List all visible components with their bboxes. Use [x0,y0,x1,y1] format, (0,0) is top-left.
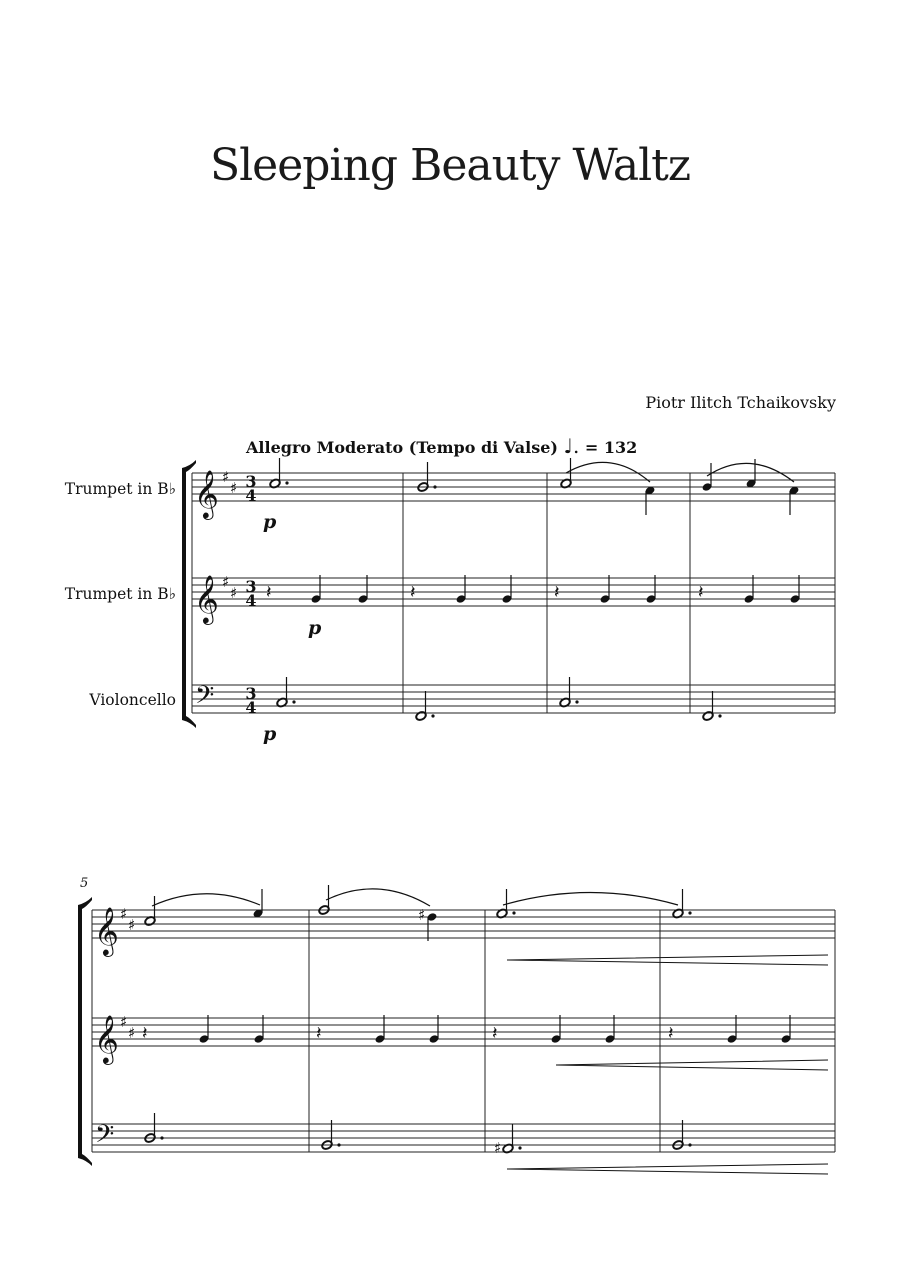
treble-clef-icon: 𝄞 [94,906,119,955]
svg-text:𝄽: 𝄽 [316,1023,322,1044]
staff-trumpet-2 [192,578,835,606]
sharp-icon: ♯ [120,905,128,923]
tempo-text: Allegro Moderato (Tempo di Valse) [246,438,558,457]
dynamic-piano: p [263,511,277,533]
crescendo-hairpin [507,955,828,1174]
instrument-name-trumpet-2: Trumpet in B♭ [64,585,176,603]
sharp-icon: ♯ [494,1139,502,1157]
notes-trumpet-2 [266,575,801,604]
svg-text:𝄽: 𝄽 [142,1023,148,1044]
time-sig-denominator: 4 [245,486,257,505]
quarter-rest-icon: 𝄽 [266,582,272,603]
time-sig-denominator: 4 [245,591,257,610]
time-sig-numerator: 3 [245,472,257,491]
time-sig-numerator: 3 [245,577,257,596]
treble-clef-icon: 𝄞 [94,1014,119,1063]
instrument-name-cello: Violoncello [89,691,176,709]
dotted-quarter-note-icon: ♩. [563,434,580,458]
sharp-icon: ♯ [418,906,426,924]
quarter-rest-icon: 𝄽 [554,582,560,603]
bass-clef-icon: 𝄢 [95,1120,115,1155]
instrument-name-trumpet-1: Trumpet in B♭ [64,480,176,498]
sharp-icon: ♯ [230,479,238,497]
staff-trumpet-1 [192,473,835,501]
notes-trumpet-1-system-2 [144,885,692,941]
measure-number: 5 [80,876,89,891]
sharp-icon: ♯ [128,916,136,934]
dynamic-piano: p [263,723,277,745]
staff-cello [192,685,835,713]
bass-clef-icon: 𝄢 [195,681,215,716]
quarter-rest-icon: 𝄽 [698,582,704,603]
sharp-icon: ♯ [120,1013,128,1031]
time-sig-denominator: 4 [245,698,257,717]
sharp-icon: ♯ [222,573,230,591]
score-title: Sleeping Beauty Waltz [209,140,691,191]
time-sig-numerator: 3 [245,684,257,703]
quarter-rest-icon: 𝄽 [410,582,416,603]
dynamic-piano: p [308,617,322,639]
treble-clef-icon: 𝄞 [194,574,219,623]
notes-trumpet-2-system-2 [142,1015,792,1044]
notes-cello-system-2 [144,1113,692,1157]
sharp-icon: ♯ [222,468,230,486]
treble-clef-icon: 𝄞 [194,469,219,518]
sharp-icon: ♯ [230,584,238,602]
svg-text:𝄽: 𝄽 [668,1023,674,1044]
svg-text:𝄽: 𝄽 [492,1023,498,1044]
composer-name: Piotr Ilitch Tchaikovsky [645,393,836,412]
tempo-bpm: = 132 [584,438,638,457]
sharp-icon: ♯ [128,1024,136,1042]
